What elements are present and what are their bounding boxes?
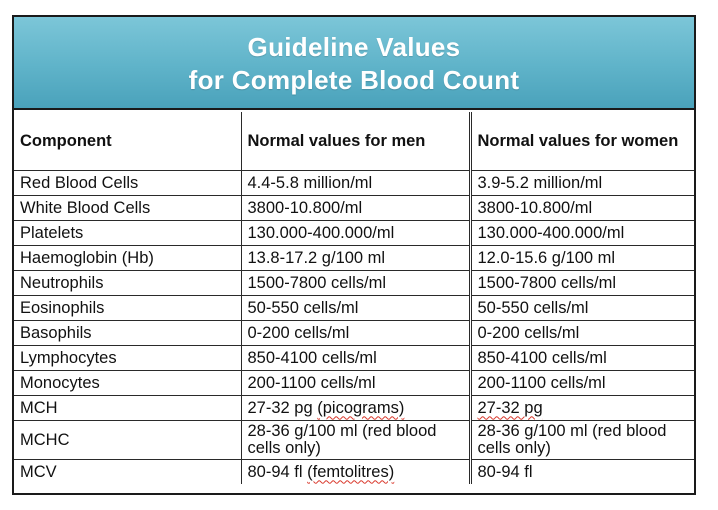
cell-component: MCHC [14, 421, 241, 460]
table-row [14, 460, 694, 485]
header-men: Normal values for men [241, 112, 470, 171]
cell-component: Haemoglobin (Hb) [14, 246, 241, 271]
table-row [14, 271, 694, 296]
title-banner [14, 17, 694, 110]
cell-men: 4.4-5.8 million/ml [241, 171, 470, 196]
cell-women: 28-36 g/100 ml (red blood cells only) [470, 421, 694, 460]
cell-men: 850-4100 cells/ml [241, 346, 470, 371]
cell-men: 50-550 cells/ml [241, 296, 470, 321]
title-line-2: for Complete Blood Count [188, 65, 520, 95]
cell-women: 50-550 cells/ml [470, 296, 694, 321]
header-women: Normal values for women [470, 112, 694, 171]
title-line-1: Guideline Values [247, 32, 461, 62]
table-row [14, 246, 694, 271]
cell-women [470, 396, 694, 421]
table-row [14, 221, 694, 246]
cell-component: Neutrophils [14, 271, 241, 296]
table-row [14, 346, 694, 371]
cell-women-value: 27-32 pg [477, 398, 543, 417]
table-row [14, 196, 694, 221]
cell-men-value: 80-94 fl [247, 462, 303, 481]
cell-men: 28-36 g/100 ml (red blood cells only) [241, 421, 470, 460]
cell-women: 130.000-400.000/ml [470, 221, 694, 246]
cell-men: 200-1100 cells/ml [241, 371, 470, 396]
cell-women: 1500-7800 cells/ml [470, 271, 694, 296]
table-header-row [14, 112, 694, 171]
cell-women: 80-94 fl [470, 460, 694, 485]
cell-women: 3800-10.800/ml [470, 196, 694, 221]
cell-women: 12.0-15.6 g/100 ml [470, 246, 694, 271]
cell-component: Eosinophils [14, 296, 241, 321]
table-row [14, 421, 694, 460]
table-row [14, 171, 694, 196]
cell-component: Red Blood Cells [14, 171, 241, 196]
cell-men [241, 460, 470, 485]
cell-component: Lymphocytes [14, 346, 241, 371]
cell-men: 1500-7800 cells/ml [241, 271, 470, 296]
cell-component: White Blood Cells [14, 196, 241, 221]
cell-component: Monocytes [14, 371, 241, 396]
table-row [14, 396, 694, 421]
cell-women: 0-200 cells/ml [470, 321, 694, 346]
cell-women: 200-1100 cells/ml [470, 371, 694, 396]
cell-women: 850-4100 cells/ml [470, 346, 694, 371]
cell-men: 13.8-17.2 g/100 ml [241, 246, 470, 271]
table-row [14, 296, 694, 321]
cell-component: MCH [14, 396, 241, 421]
guideline-table [14, 112, 694, 484]
cell-men-value: 27-32 pg [247, 398, 313, 417]
cell-men [241, 396, 470, 421]
cell-women: 3.9-5.2 million/ml [470, 171, 694, 196]
cell-men-note: (picograms) [317, 398, 405, 417]
cell-component: MCV [14, 460, 241, 485]
cell-men: 130.000-400.000/ml [241, 221, 470, 246]
table-row [14, 371, 694, 396]
cell-men-note: (femtolitres) [307, 462, 395, 481]
cell-component: Platelets [14, 221, 241, 246]
cell-men: 3800-10.800/ml [241, 196, 470, 221]
cell-men: 0-200 cells/ml [241, 321, 470, 346]
cell-component: Basophils [14, 321, 241, 346]
table-row [14, 321, 694, 346]
blood-count-card [12, 15, 696, 495]
header-component: Component [14, 112, 241, 171]
